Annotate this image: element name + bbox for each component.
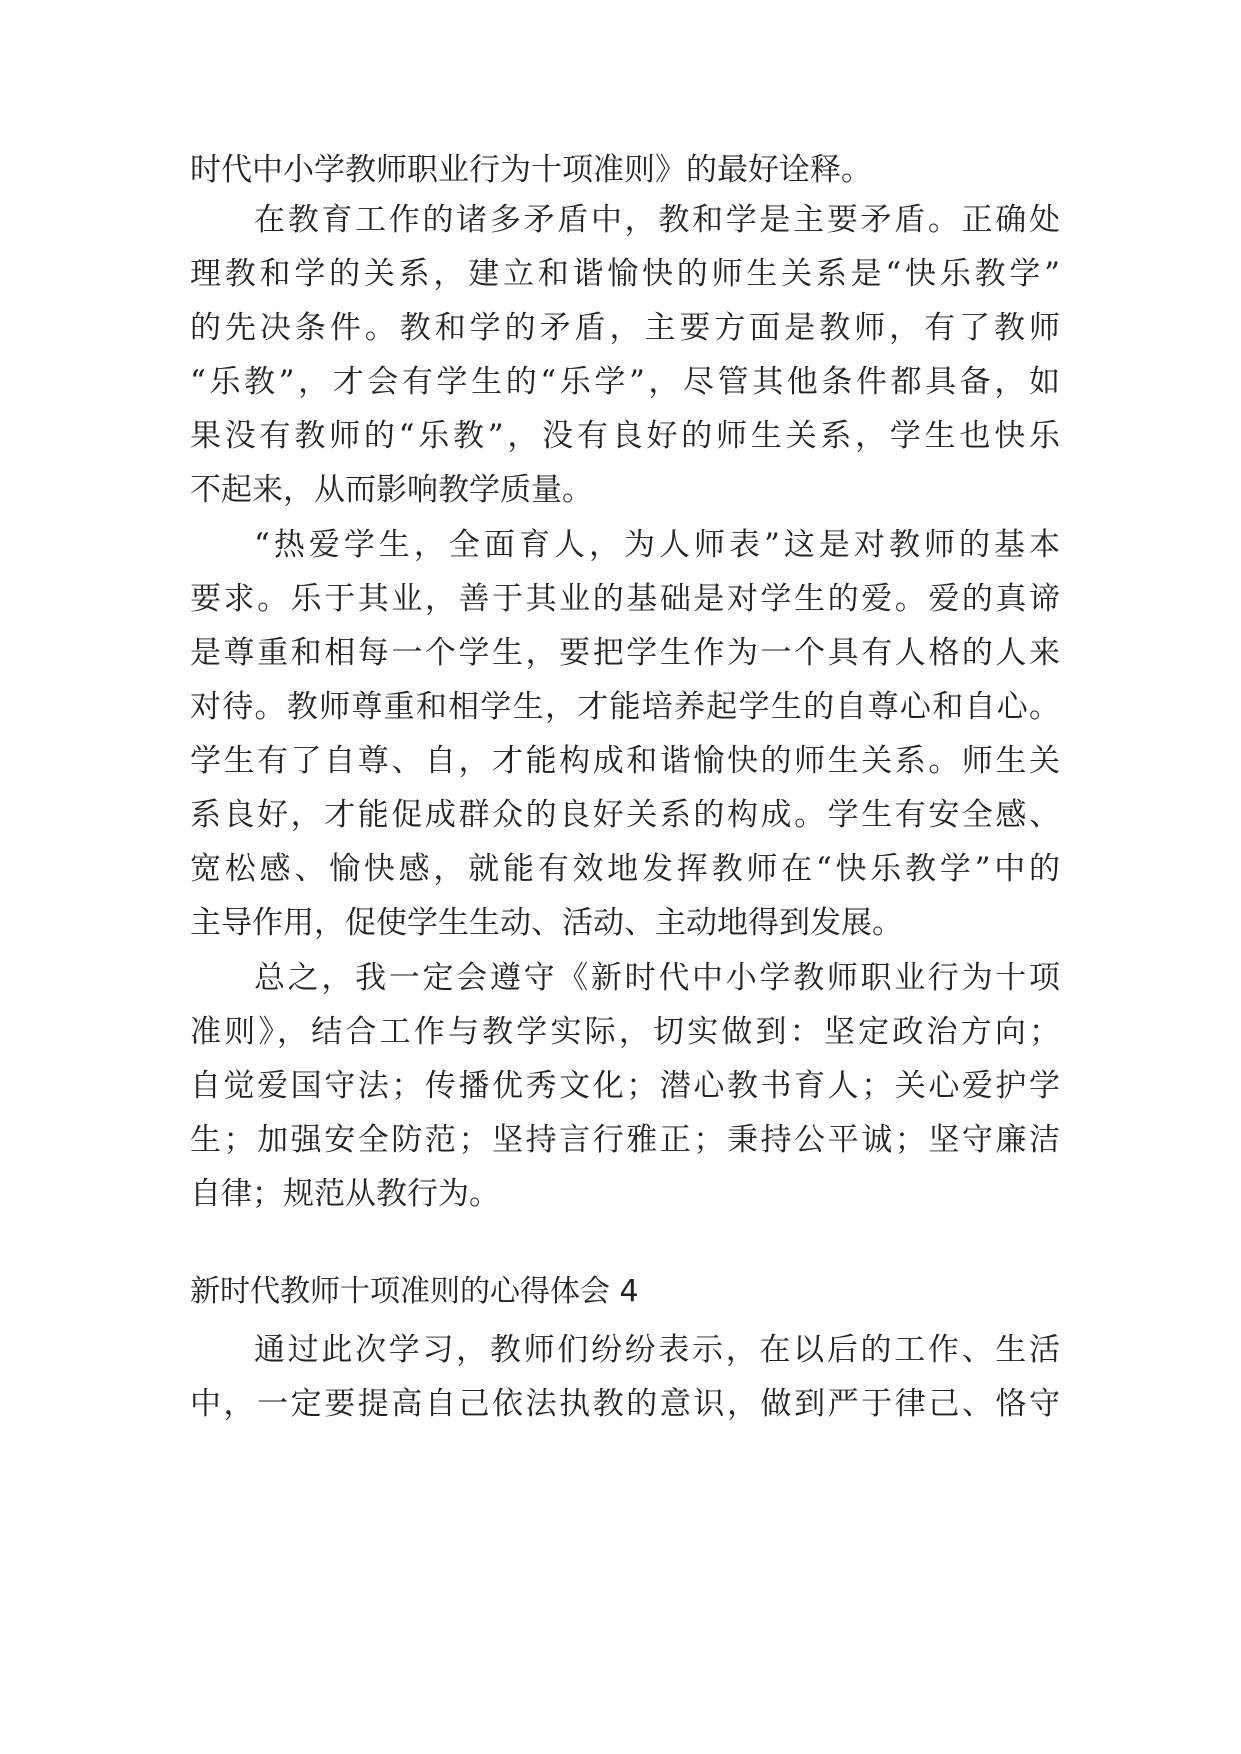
heading-text: 新时代教师十项准则的心得体会 4 <box>190 1274 639 1309</box>
text-line: 要求。乐于其业，善于其业的基础是对学生的爱。爱的真谛 <box>190 581 1060 617</box>
text-line: 系良好，才能促成群众的良好关系的构成。学生有安全感、 <box>190 797 1060 833</box>
text-line: 果没有教师的“乐教”，没有良好的师生关系，学生也快乐 <box>190 418 1060 454</box>
text-line: 主导作用，促使学生生动、活动、主动地得到发展。 <box>190 905 903 941</box>
text-line: 不起来，从而影响教学质量。 <box>190 472 593 508</box>
text-line: 总之，我一定会遵守《新时代中小学教师职业行为十项 <box>254 960 1060 996</box>
text-line: 理教和学的关系，建立和谐愉快的师生关系是“快乐教学” <box>190 256 1060 292</box>
text-line: 通过此次学习，教师们纷纷表示，在以后的工作、生活 <box>254 1332 1060 1368</box>
text-line: 时代中小学教师职业行为十项准则》的最好诠释。 <box>190 152 872 188</box>
text-line: 是尊重和相每一个学生，要把学生作为一个具有人格的人来 <box>190 635 1060 671</box>
text-line: 学生有了自尊、自，才能构成和谐愉快的师生关系。师生关 <box>190 743 1060 779</box>
text-line: 在教育工作的诸多矛盾中，教和学是主要矛盾。正确处 <box>254 202 1060 238</box>
text-line: 准则》，结合工作与教学实际，切实做到：坚定政治方向； <box>190 1014 1060 1050</box>
text-line: 中，一定要提高自己依法执教的意识，做到严于律己、恪守 <box>190 1386 1060 1422</box>
text-line: 自觉爱国守法；传播优秀文化；潜心教书育人；关心爱护学 <box>190 1068 1060 1104</box>
text-line: “乐教”，才会有学生的“乐学”，尽管其他条件都具备，如 <box>190 364 1060 400</box>
text-line: 对待。教师尊重和相学生，才能培养起学生的自尊心和自心。 <box>190 689 1060 725</box>
text-line: 的先决条件。教和学的矛盾，主要方面是教师，有了教师 <box>190 310 1060 346</box>
text-line: 宽松感、愉快感，就能有效地发挥教师在“快乐教学”中的 <box>190 851 1060 887</box>
text-line: 生；加强安全防范；坚持言行雅正；秉持公平诚；坚守廉洁 <box>190 1122 1060 1158</box>
text-line: 自律；规范从教行为。 <box>190 1176 500 1212</box>
text-line: “热爱学生，全面育人，为人师表”这是对教师的基本 <box>254 527 1060 563</box>
